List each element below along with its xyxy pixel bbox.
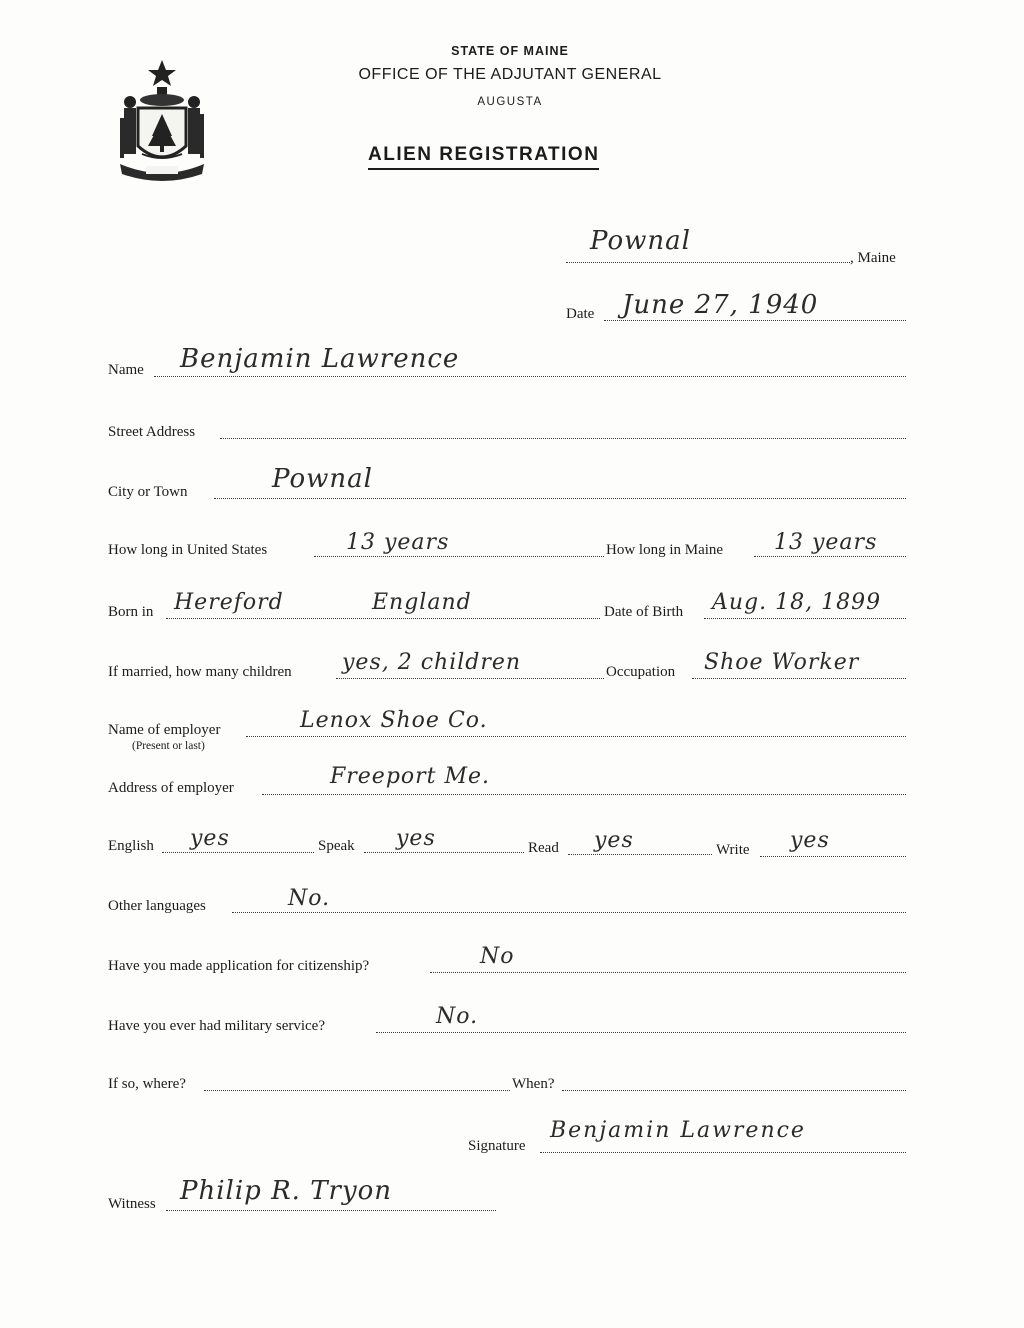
city-label: City or Town xyxy=(108,484,188,500)
witness-label: Witness xyxy=(108,1196,156,1212)
town-line xyxy=(566,262,850,263)
town-value: Pownal xyxy=(590,226,691,256)
how-long-maine-value: 13 years xyxy=(774,530,878,555)
employer-line xyxy=(246,736,906,737)
city-heading: AUGUSTA xyxy=(477,96,543,108)
form-title: ALIEN REGISTRATION xyxy=(368,144,599,170)
witness-value: Philip R. Tryon xyxy=(180,1176,393,1206)
date-line xyxy=(604,320,906,321)
born-country-value: England xyxy=(372,590,472,615)
name-label: Name xyxy=(108,362,144,378)
street-line xyxy=(220,438,906,439)
married-label: If married, how many children xyxy=(108,664,292,680)
when-line xyxy=(562,1090,906,1091)
citizenship-label: Have you made application for citizenship? xyxy=(108,958,370,974)
military-label: Have you ever had military service? xyxy=(108,1018,325,1034)
english-label: English xyxy=(108,838,154,854)
read-value: yes xyxy=(594,828,634,853)
english-value: yes xyxy=(190,826,230,851)
occupation-label: Occupation xyxy=(606,664,676,680)
dob-value: Aug. 18, 1899 xyxy=(712,590,882,615)
occupation-line xyxy=(692,678,906,679)
married-line xyxy=(336,678,604,679)
how-long-us-label: How long in United States xyxy=(108,542,268,558)
witness-line xyxy=(166,1210,496,1211)
city-line xyxy=(214,498,906,499)
how-long-maine-line xyxy=(754,556,906,557)
occupation-value: Shoe Worker xyxy=(704,650,860,675)
how-long-us-value: 13 years xyxy=(346,530,450,555)
how-long-maine-label: How long in Maine xyxy=(606,542,724,558)
name-value: Benjamin Lawrence xyxy=(180,344,460,374)
state-heading: STATE OF MAINE xyxy=(451,44,569,58)
born-in-label: Born in xyxy=(108,604,154,620)
speak-label: Speak xyxy=(318,838,355,854)
employer-sublabel: (Present or last) xyxy=(132,740,205,752)
street-label: Street Address xyxy=(108,424,196,440)
military-value: No. xyxy=(436,1004,479,1029)
dob-line xyxy=(704,618,906,619)
city-value: Pownal xyxy=(272,464,373,494)
date-value: June 27, 1940 xyxy=(622,290,819,320)
read-label: Read xyxy=(528,840,559,856)
dob-label: Date of Birth xyxy=(604,604,684,620)
name-line xyxy=(154,376,906,377)
write-label: Write xyxy=(716,842,750,858)
read-line xyxy=(568,854,712,855)
date-label: Date xyxy=(566,306,595,322)
speak-line xyxy=(364,852,524,853)
where-line xyxy=(204,1090,510,1091)
write-line xyxy=(760,856,906,857)
other-languages-label: Other languages xyxy=(108,898,206,914)
signature-label: Signature xyxy=(468,1138,526,1154)
signature-line xyxy=(540,1152,906,1153)
employer-address-line xyxy=(262,794,906,795)
english-line xyxy=(162,852,314,853)
married-value: yes, 2 children xyxy=(342,650,522,675)
speak-value: yes xyxy=(396,826,436,851)
citizenship-value: No xyxy=(480,944,515,969)
other-languages-line xyxy=(232,912,906,913)
employer-address-label: Address of employer xyxy=(108,780,234,796)
employer-label: Name of employer xyxy=(108,722,221,738)
employer-value: Lenox Shoe Co. xyxy=(300,708,488,733)
military-line xyxy=(376,1032,906,1033)
citizenship-line xyxy=(430,972,906,973)
where-label: If so, where? xyxy=(108,1076,186,1092)
write-value: yes xyxy=(790,828,830,853)
other-languages-value: No. xyxy=(288,886,331,911)
office-heading: OFFICE OF THE ADJUTANT GENERAL xyxy=(358,66,662,83)
signature-value: Benjamin Lawrence xyxy=(550,1118,806,1143)
maine-state-seal-icon xyxy=(110,56,214,184)
born-in-line xyxy=(166,618,600,619)
maine-label: , Maine xyxy=(850,250,896,266)
when-label: When? xyxy=(512,1076,555,1092)
born-place-value: Hereford xyxy=(174,590,284,615)
how-long-us-line xyxy=(314,556,604,557)
employer-address-value: Freeport Me. xyxy=(330,764,491,789)
